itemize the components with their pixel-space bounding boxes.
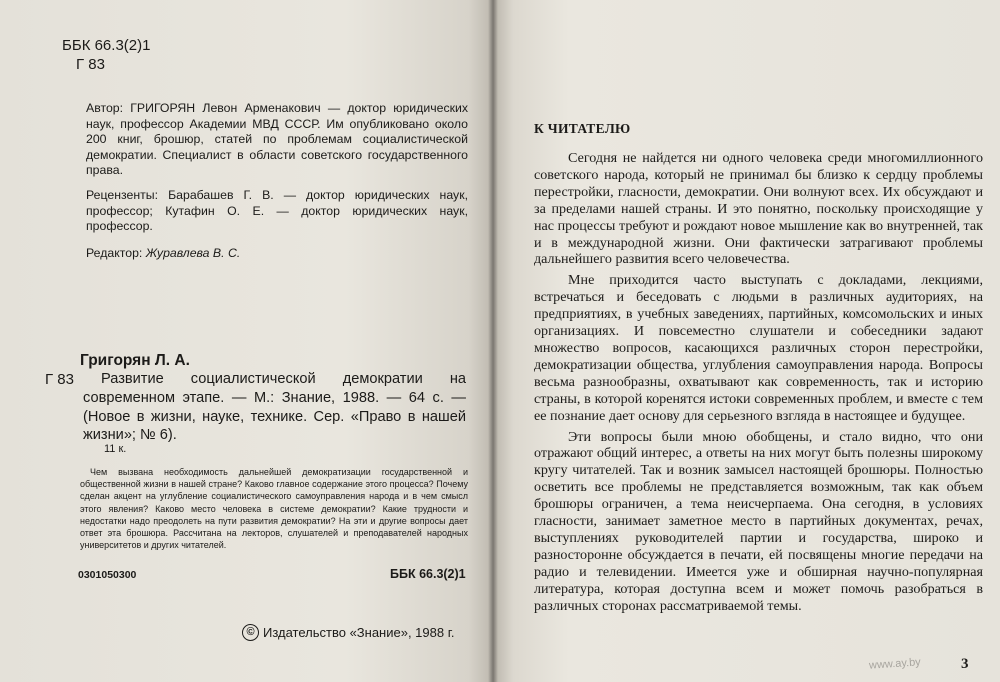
bbk-classification [62,36,150,74]
reviewers-note: Рецензенты: Барабашев Г. В. — доктор юридических наук, профессор; Кутафин О. Е. — доктор юридических наук, профессор. [86,188,468,234]
editor-note [86,245,240,261]
annotation: Чем вызвана необходимость дальнейшей демократизации государственной и общественной жизни в нашей стране? Каково главное содержание этого процесса? Почему сделан акцент на углубление социалистического самоуправления народа и в чем смысл этого явления? Каково место человека в системе демократии? Какие трудности и недостатки надо преодолеть на пути развития демократии? На эти и другие вопросы дает ответ эта брошюра. Рассчитана на лекторов, слушателей и преподавателей народных университетов и других читателей. [80,467,468,551]
left-page [0,0,493,682]
library-card-description: Развитие социалистической демократии на современном этапе. — М.: Знание, 1988. — 64 с. — (Новое в жизни, науке, технике. Сер. «Право в нашей жизни»; № 6). [83,371,466,444]
library-card-price: 11 к. [104,443,127,455]
editor-label: Редактор: [86,246,146,260]
library-card-author: Григорян Л. А. [80,352,190,369]
copyright-icon: © [242,624,259,641]
author-note: Автор: ГРИГОРЯН Левон Арменакович — доктор юридических наук, профессор Академии МВД СССР. Им опубликовано около 200 книг, брошюр, статей по проблемам социалистической демократии. Специалист в области советского государственного права. [86,101,468,178]
bbk-code-bottom: ББК 66.3(2)1 [390,567,466,581]
body-text [534,150,983,618]
editor-name: Журавлева В. С. [145,246,241,260]
page-number: 3 [961,656,969,672]
copyright-line [242,624,454,641]
bbk-code: ББК 66.3(2)1 [62,37,151,54]
page-heading: К ЧИТАТЕЛЮ [534,121,631,136]
copyright-text: Издательство «Знание», 1988 г. [263,625,455,640]
paragraph: Сегодня не найдется ни одного человека среди многомиллионного советского народа, который не принимал бы близко к сердцу проблемы перестройки, гласности, демократии. Они волнуют всех. Их обсуждают и за пределами нашей страны. И это понятно, поскольку происходящие у нас процессы требуют и рождают новое мышление как во внутренней, так и в международной жизни. Они фактически затрагивают проблемы дальнейшего развития всего человечества. [534,150,983,268]
isbn-code: 0301050300 [78,569,137,581]
author-mark: Г 83 [76,56,105,73]
right-page [493,0,1000,682]
book-gutter [488,0,498,682]
paragraph: Мне приходится часто выступать с докладами, лекциями, встречаться и беседовать с людьми в различных аудиториях, на предприятиях, в учебных заведениях, партийных, комсомольских и иных организациях. И повсеместно слушатели и собеседники задают множество вопросов, касающихся различных сторон перестройки, демократизации общества, углубления самоуправления народа. Вопросы весьма разнообразны, охватывают как современность, так и историю страны, в которой коренятся истоки современных проблем, и вместе с тем ее познание дает основу для серьезного взгляда в настоящее и будущее. [534,272,983,424]
library-card-code: Г 83 [45,371,74,388]
watermark: www.ay.by [868,656,922,672]
paragraph: Эти вопросы были мною обобщены, и стало видно, что они отражают общий интерес, а ответы на них могут быть полезны широкому кругу читателей. Так и возник замысел настоящей брошюры. Полностью осветить все проблемы не представляется возможным, так как объем брошюры ограничен, а тема неисчерпаема. Она сегодня, в условиях гласности, занимает заметное место в партийных документах, речах, выступлениях руководителей партии и государства, широко и разносторонне обсуждается в печати, ей посвящены многие передачи на радио и телевидении. Имеется уже и обширная научно-популярная литература, которая доступна всем и может помочь разобраться в различных сторонах рассматриваемой темы. [534,428,983,614]
